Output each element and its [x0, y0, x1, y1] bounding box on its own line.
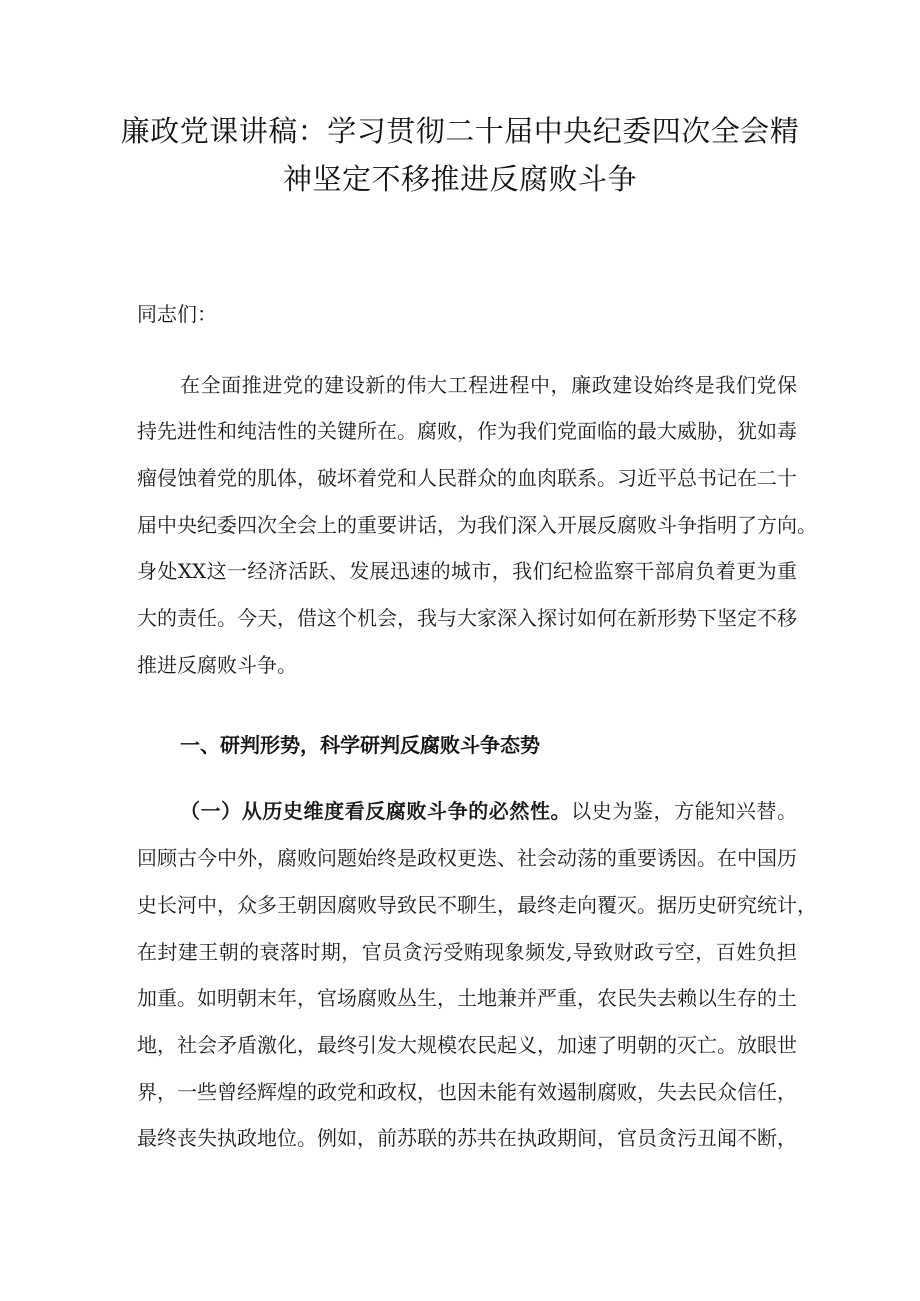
- document-title-line-2: 神坚定不移推进反腐败斗争: [282, 162, 637, 196]
- subsection-line: 在封建王朝的衰落时期，官员贪污受贿现象频发,导致财政亏空，百姓负担: [137, 940, 797, 964]
- section-heading: 一、研判形势，科学研判反腐败斗争态势: [180, 733, 540, 757]
- subsection-heading: （一）从历史维度看反腐败斗争的必然性。: [180, 799, 572, 823]
- intro-line: 瘤侵蚀着党的肌体，破坏着党和人民群众的血肉联系。习近平总书记在二十: [137, 466, 797, 490]
- document-title-line-1: 廉政党课讲稿：学习贯彻二十届中央纪委四次全会精: [120, 114, 800, 148]
- subsection-first-line-text: 以史为鉴，方能知兴替。: [571, 799, 798, 823]
- subsection-first-line: [180, 793, 797, 829]
- intro-line: 大的责任。今天，借这个机会，我与大家深入探讨如何在新形势下坚定不移: [137, 606, 797, 630]
- subsection-line: 加重。如明朝末年，官场腐败丛生，土地兼并严重，农民失去赖以生存的土: [137, 986, 797, 1010]
- intro-line: 届中央纪委四次全会上的重要讲话，为我们深入开展反腐败斗争指明了方向。: [137, 513, 817, 537]
- subsection-line: 史长河中，众多王朝因腐败导致民不聊生，最终走向覆灭。据历史研究统计，: [137, 893, 817, 917]
- intro-line: 持先进性和纯洁性的关键所在。腐败，作为我们党面临的最大威胁，犹如毒: [137, 419, 797, 443]
- subsection-line: 最终丧失执政地位。例如，前苏联的苏共在执政期间，官员贪污丑闻不断，: [137, 1126, 797, 1150]
- intro-line: 身处XX这一经济活跃、发展迅速的城市，我们纪检监察干部肩负着更为重: [137, 559, 797, 583]
- intro-line: 在全面推进党的建设新的伟大工程进程中，廉政建设始终是我们党保: [180, 373, 797, 397]
- intro-line: 推进反腐败斗争。: [137, 653, 297, 677]
- salutation: 同志们：: [137, 302, 217, 326]
- subsection-line: 地，社会矛盾激化，最终引发大规模农民起义，加速了明朝的灭亡。放眼世: [137, 1033, 797, 1057]
- subsection-line: 界，一些曾经辉煌的政党和政权，也因未能有效遏制腐败，失去民众信任，: [137, 1080, 797, 1104]
- subsection-line: 回顾古今中外，腐败问题始终是政权更迭、社会动荡的重要诱因。在中国历: [137, 846, 797, 870]
